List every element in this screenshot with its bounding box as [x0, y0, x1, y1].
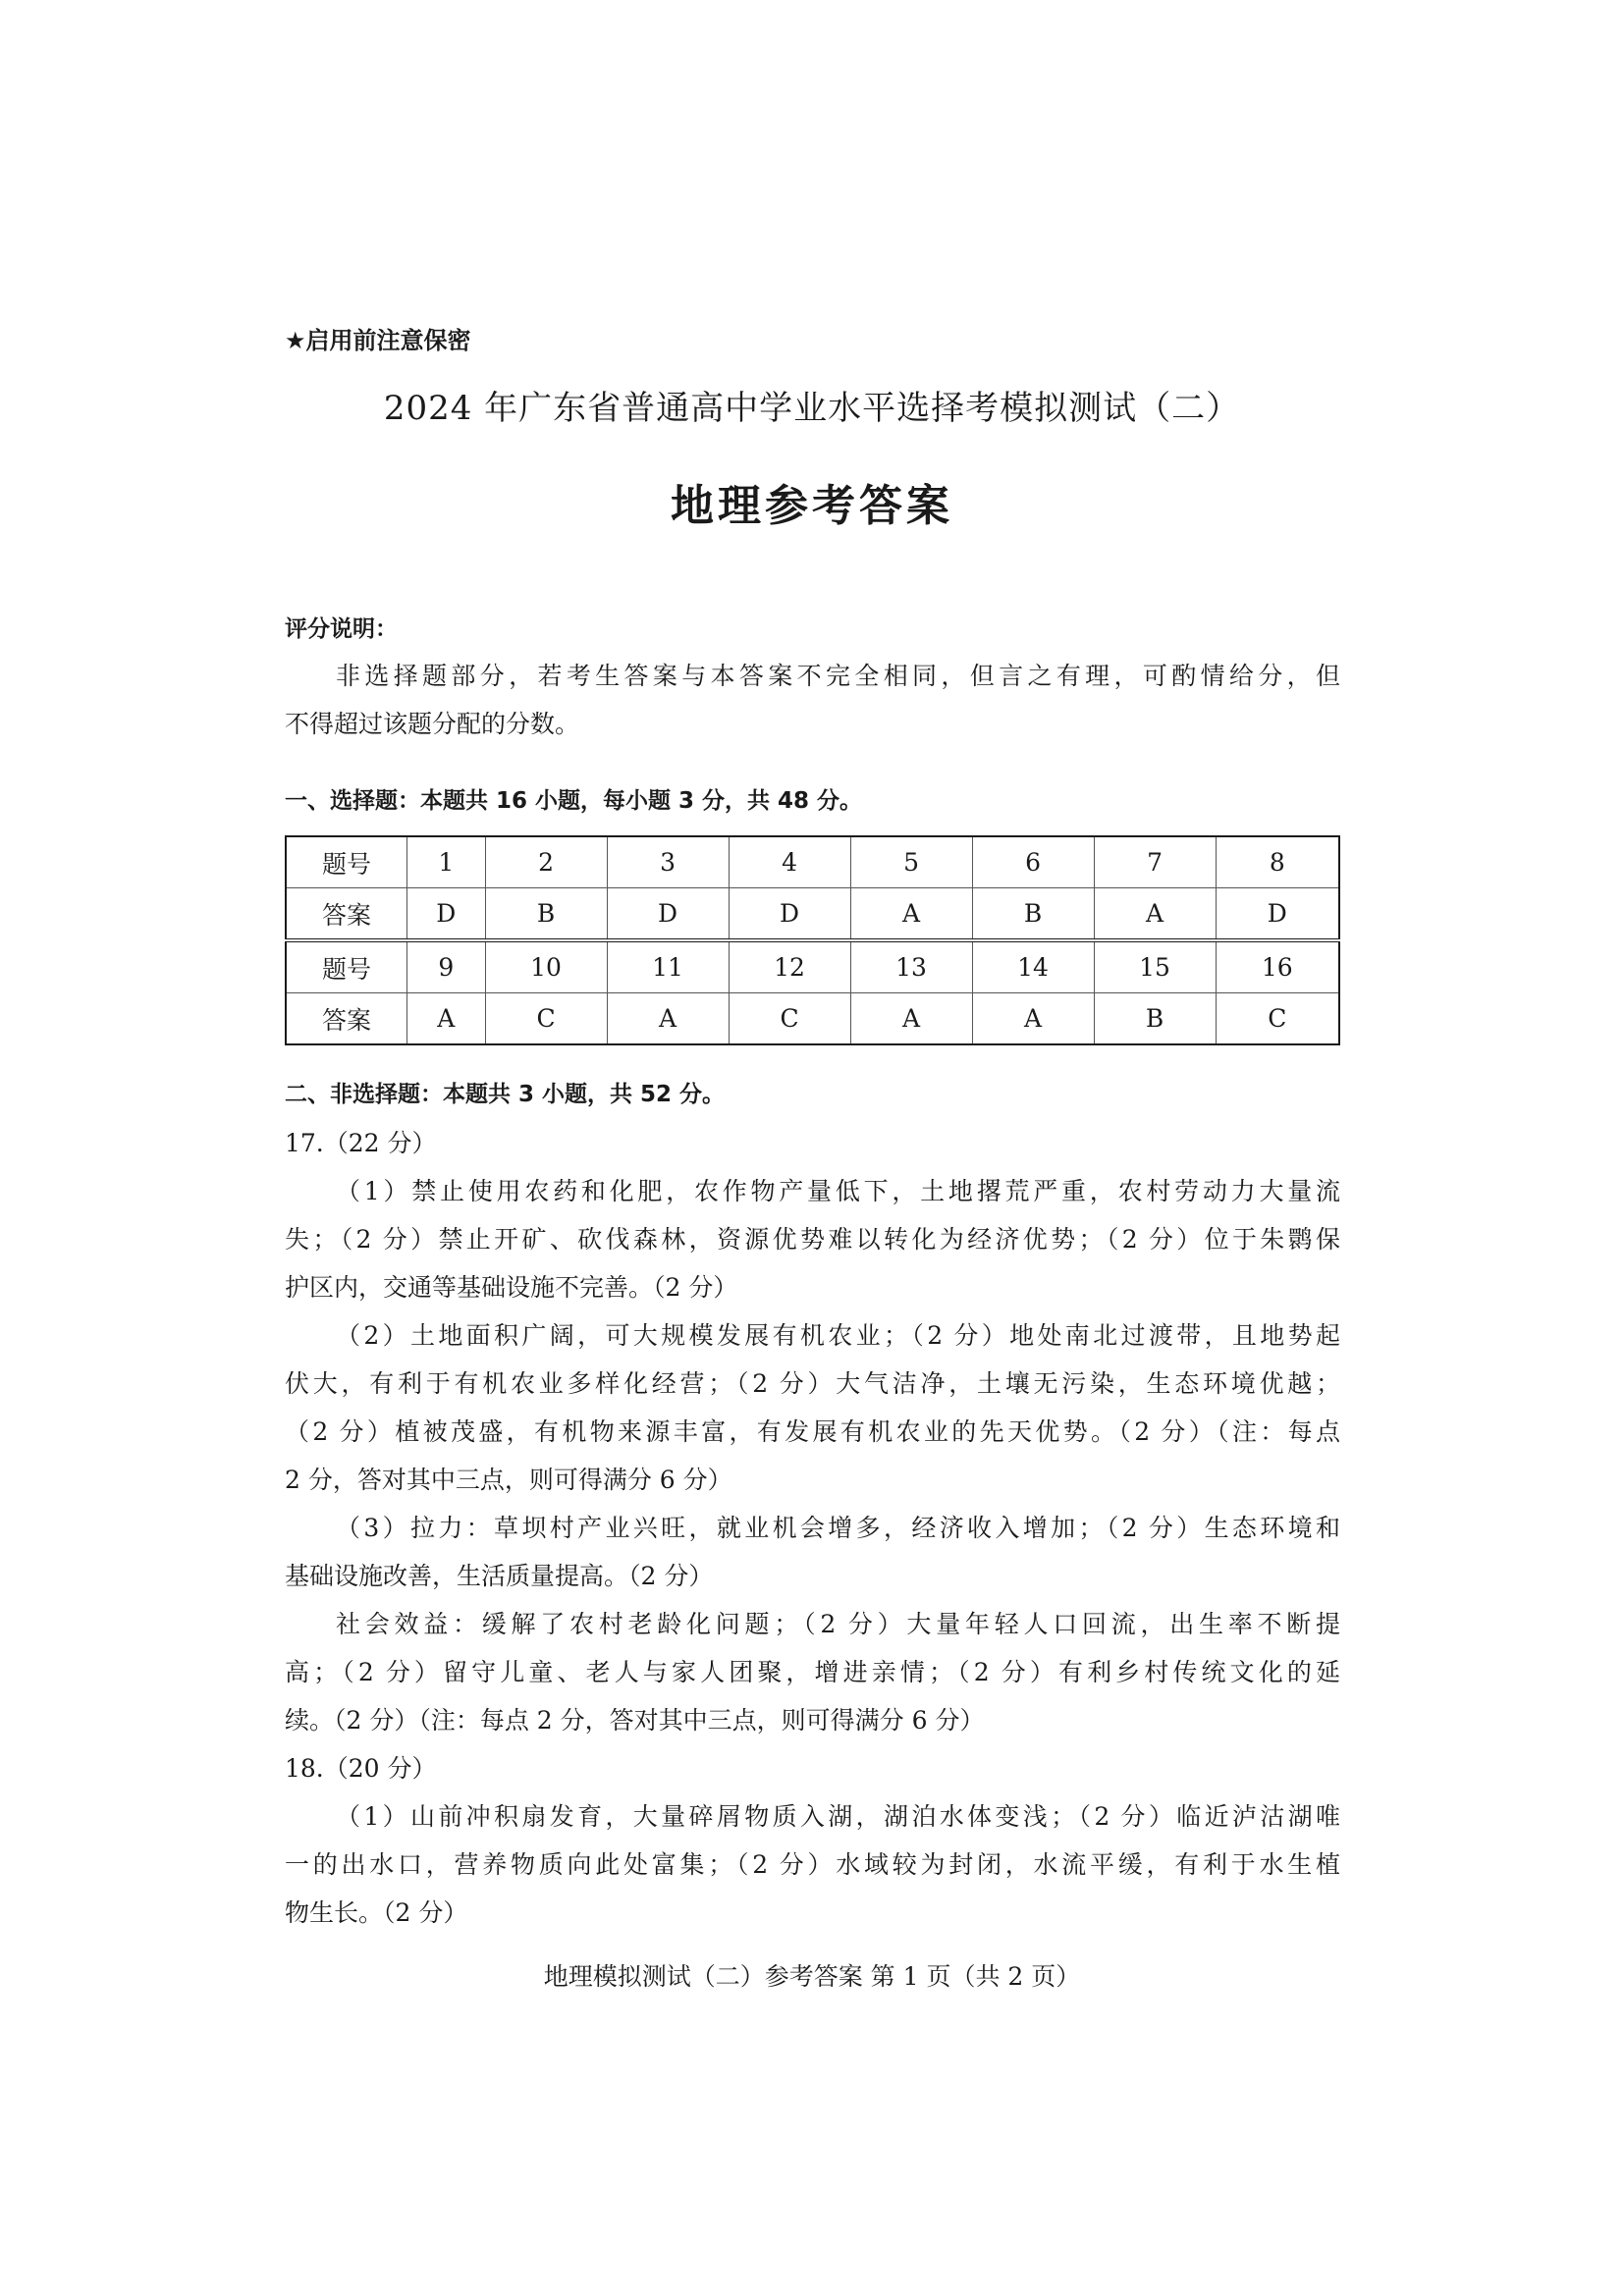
answer-cell: A: [1094, 888, 1216, 941]
question-number: 10: [485, 940, 607, 993]
answer-text-line: 基础设施改善，生活质量提高。（2 分）: [285, 1562, 714, 1590]
confidential-text: 启用前注意保密: [305, 327, 471, 354]
exam-title: 2024 年广东省普通高中学业水平选择考模拟测试（二）: [383, 389, 1241, 428]
answer-cell: D: [729, 888, 850, 941]
row-label: 题号: [286, 940, 407, 993]
row-label: 答案: [286, 888, 407, 941]
answer-cell: D: [607, 888, 729, 941]
answer-text-line: 17.（22 分）: [285, 1129, 437, 1157]
answer-text-line: 物生长。（2 分）: [285, 1898, 468, 1927]
answer-text-line: （1）禁止使用农药和化肥，农作物产量低下，土地撂荒严重，农村劳动力大量流: [336, 1177, 1340, 1205]
answer-text-line: 2 分，答对其中三点，则可得满分 6 分）: [285, 1466, 732, 1494]
answer-text-line: 18.（20 分）: [285, 1754, 437, 1783]
row-label: 答案: [286, 993, 407, 1045]
question-number: 1: [407, 836, 486, 888]
answer-text-line: 高；（2 分）留守儿童、老人与家人团聚，增进亲情；（2 分）有利乡村传统文化的延: [285, 1658, 1340, 1686]
table-row-answers: [286, 888, 1339, 941]
answer-text-line: 失；（2 分）禁止开矿、砍伐森林，资源优势难以转化为经济优势；（2 分）位于朱鹮保: [285, 1225, 1340, 1254]
question-number: 13: [850, 940, 972, 993]
answer-text-line: 一的出水口，营养物质向此处富集；（2 分）水域较为封闭，水流平缓，有利于水生植: [285, 1850, 1340, 1879]
question-number: 2: [485, 836, 607, 888]
grading-notes-body: [285, 652, 1340, 748]
row-label: 题号: [286, 836, 407, 888]
section-2-body: [285, 1119, 1340, 1937]
question-number: 8: [1216, 836, 1339, 888]
answer-text-line: 护区内，交通等基础设施不完善。（2 分）: [285, 1273, 738, 1302]
answer-text-line: （2 分）植被茂盛，有机物来源丰富，有发展有机农业的先天优势。（2 分）（注：每点: [285, 1417, 1340, 1446]
answer-cell: C: [485, 993, 607, 1045]
question-number: 12: [729, 940, 850, 993]
table-row-answers: [286, 993, 1339, 1045]
star-icon: ★: [285, 327, 306, 354]
answer-text-line: 伏大，有利于有机农业多样化经营；（2 分）大气洁净，土壤无污染，生态环境优越；: [285, 1369, 1340, 1398]
table-row-questions: [286, 940, 1339, 993]
answer-cell: C: [729, 993, 850, 1045]
section-1-title: 一、选择题：本题共 16 小题，每小题 3 分，共 48 分。: [285, 788, 863, 814]
question-number: 5: [850, 836, 972, 888]
answer-text-line: 续。（2 分）（注：每点 2 分，答对其中三点，则可得满分 6 分）: [285, 1706, 985, 1735]
question-number: 4: [729, 836, 850, 888]
question-number: 14: [972, 940, 1094, 993]
answer-text-line: 社会效益：缓解了农村老龄化问题；（2 分）大量年轻人口回流，出生率不断提: [336, 1610, 1340, 1638]
answer-cell: A: [850, 888, 972, 941]
answer-text-line: （3）拉力：草坝村产业兴旺，就业机会增多，经济收入增加；（2 分）生态环境和: [336, 1514, 1340, 1542]
section-2-title: 二、非选择题：本题共 3 小题，共 52 分。: [285, 1082, 726, 1107]
answer-cell: B: [1094, 993, 1216, 1045]
answer-cell: D: [407, 888, 486, 941]
question-number: 15: [1094, 940, 1216, 993]
grading-notes-line: 不得超过该题分配的分数。: [285, 710, 580, 738]
question-number: 3: [607, 836, 729, 888]
answer-cell: A: [607, 993, 729, 1045]
question-number: 6: [972, 836, 1094, 888]
answer-cell: C: [1216, 993, 1339, 1045]
table-row-questions: [286, 836, 1339, 888]
question-number: 7: [1094, 836, 1216, 888]
grading-notes-label: 评分说明：: [285, 616, 398, 642]
grading-notes-line: 非选择题部分，若考生答案与本答案不完全相同，但言之有理，可酌情给分，但: [336, 662, 1340, 690]
question-number: 11: [607, 940, 729, 993]
answer-cell: A: [972, 993, 1094, 1045]
answer-cell: B: [972, 888, 1094, 941]
answer-text-line: （2）土地面积广阔，可大规模发展有机农业；（2 分）地处南北过渡带，且地势起: [336, 1321, 1340, 1350]
question-number: 9: [407, 940, 486, 993]
document-heading: 地理参考答案: [671, 481, 953, 531]
answer-cell: D: [1216, 888, 1339, 941]
answer-cell: B: [485, 888, 607, 941]
answer-table: [285, 835, 1340, 1045]
answer-cell: A: [407, 993, 486, 1045]
confidential-notice: [285, 325, 471, 356]
answer-cell: A: [850, 993, 972, 1045]
page-footer: 地理模拟测试（二）参考答案 第 1 页（共 2 页）: [543, 1962, 1081, 1991]
question-number: 16: [1216, 940, 1339, 993]
answer-text-line: （1）山前冲积扇发育，大量碎屑物质入湖，湖泊水体变浅；（2 分）临近泸沽湖唯: [336, 1802, 1340, 1831]
